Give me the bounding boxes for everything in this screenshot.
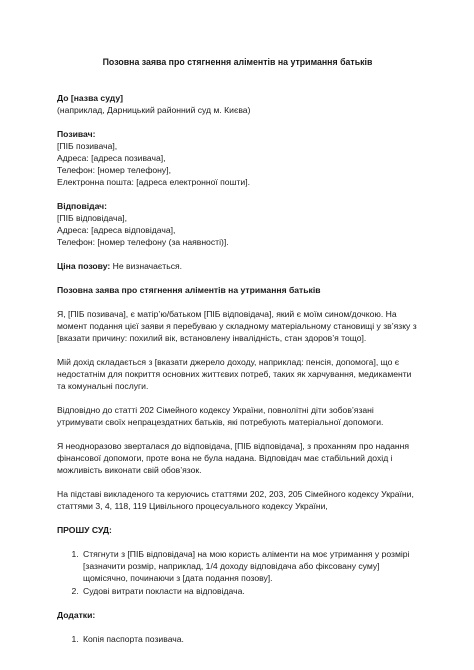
plaintiff-name: [ПІБ позивача],: [57, 141, 118, 151]
court-example: (наприклад, Дарницький районний суд м. Києва): [57, 105, 251, 115]
claim-price: [57, 260, 418, 272]
document-title: Позовна заява про стягнення аліментів на утримання батьків: [102, 57, 373, 67]
defendant-address: Адреса: [адреса відповідача],: [57, 225, 176, 235]
request-item-alimony: 1. Стягнути з [ПІБ відповідача] на мою користь аліменти на моє утримання у розмірі [зазначити розмір, наприклад, 1/4 доходу відповідача або фіксовану суму] щомісячно, починаючи з [дата подання позову].: [81, 548, 418, 584]
defendant-name: [ПІБ відповідача],: [57, 213, 128, 223]
court-block: [57, 92, 418, 116]
paragraph-legal-basis: Відповідно до статті 202 Сімейного кодексу України, повнолітні діти зобов’язані утримувати своїх непрацездатних батьків, які потребують матеріальної допомоги.: [57, 405, 384, 427]
plaintiff-label: Позивач:: [57, 129, 96, 139]
attachments-heading: Додатки:: [57, 610, 96, 620]
request-heading: ПРОШУ СУД:: [57, 525, 112, 535]
paragraph-income: Мій дохід складається з [вказати джерело доходу, наприклад: пенсія, допомога], що є недостатнім для покриття основних життєвих потреб, таких як харчування, медикаменти та комунальні послуги.: [57, 357, 412, 391]
paragraph-relationship: Я, [ПІБ позивача], є матір’ю/батьком [ПІБ відповідача], який є моїм сином/дочкою. На момент подання цієї заяви я перебуваю у складному матеріальному становищі у зв’язку з [вказати причину: похилий вік, встановлену інвалідність, стан здоров’я тощо].: [57, 309, 417, 343]
request-list: [57, 548, 418, 597]
defendant-label: Відповідач:: [57, 201, 108, 211]
plaintiff-address: Адреса: [адреса позивача],: [57, 153, 166, 163]
claim-price-label: Ціна позову:: [57, 261, 111, 271]
attachments-list: [57, 633, 418, 645]
defendant-block: [57, 200, 418, 248]
defendant-phone: Телефон: [номер телефону (за наявності)].: [57, 237, 229, 247]
request-item-costs: 2. Судові витрати покласти на відповідача.: [81, 585, 418, 597]
court-label: До [назва суду]: [57, 93, 123, 103]
plaintiff-phone: Телефон: [номер телефону],: [57, 165, 171, 175]
section-heading: Позовна заява про стягнення аліментів на утримання батьків: [57, 285, 321, 295]
attachment-item-passport: 1. Копія паспорта позивача.: [81, 633, 418, 645]
paragraph-grounds: На підставі викладеного та керуючись статтями 202, 203, 205 Сімейного кодексу України, статтями 3, 4, 118, 119 Цивільного процесуального кодексу України,: [57, 489, 414, 511]
paragraph-requests-made: Я неодноразово зверталася до відповідача, [ПІБ відповідача], з проханням про надання фінансової допомоги, проте вона не була надана. Відповідач має стабільний дохід і можливість виконати свій обов’язок.: [57, 441, 410, 475]
plaintiff-block: [57, 128, 418, 188]
claim-price-value: Не визначається.: [110, 261, 183, 271]
plaintiff-email: Електронна пошта: [адреса електронної пошти].: [57, 177, 250, 187]
